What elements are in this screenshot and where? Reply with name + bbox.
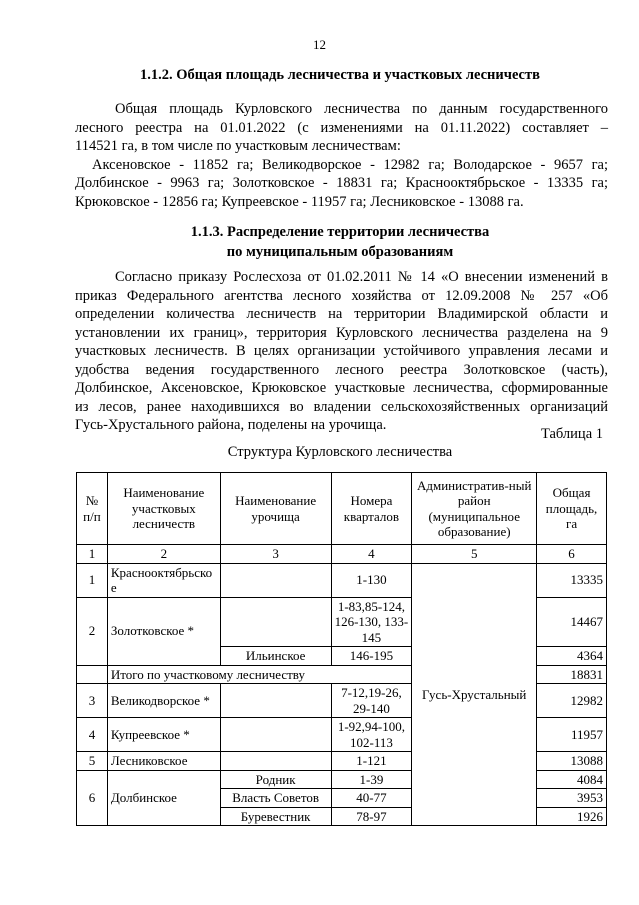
- column-number: 1: [77, 545, 108, 564]
- cell-num: 2: [77, 597, 108, 665]
- column-number: 4: [331, 545, 412, 564]
- cell-area-total: 18831: [537, 665, 607, 684]
- forestry-structure-table: [76, 472, 607, 826]
- cell-tract-empty: [220, 563, 331, 597]
- cell-quarters: 146-195: [331, 647, 412, 666]
- text-line: Долбинское - 9963 га; Золотковское - 18831 га; Краснооктябрьское - 13335 га;: [75, 175, 608, 191]
- header-area: Общая площадь, га: [537, 473, 607, 545]
- table-row: [77, 563, 607, 597]
- header-tract: Наименование урочища: [220, 473, 331, 545]
- cell-area: 4084: [537, 770, 607, 789]
- column-number: 2: [107, 545, 220, 564]
- cell-tract: Буревестник: [220, 807, 331, 826]
- cell-num: 6: [77, 770, 108, 826]
- cell-quarters: 1-121: [331, 752, 412, 771]
- cell-forestry: Золотковское *: [107, 597, 220, 665]
- cell-quarters: 1-130: [331, 563, 412, 597]
- cell-tract-empty: [220, 684, 331, 718]
- cell-quarters: 78-97: [331, 807, 412, 826]
- column-number: 3: [220, 545, 331, 564]
- cell-num-empty: [77, 665, 108, 684]
- cell-quarters: 1-39: [331, 770, 412, 789]
- table-number: Таблица 1: [540, 426, 603, 442]
- heading-line: по муниципальным образованиям: [226, 244, 454, 260]
- text-line: Гусь-Хрустального района, поделены на урочища.: [75, 417, 387, 433]
- header-forestry: Наименование участковых лесничеств: [107, 473, 220, 545]
- text-line: приказ Федерального агентства лесного хозяйства от 12.09.2008 № 257 «Об: [75, 287, 608, 304]
- cell-district: Гусь-Хрустальный: [412, 563, 537, 826]
- table-header-row: [77, 473, 607, 545]
- cell-area: 11957: [537, 718, 607, 752]
- cell-num: 5: [77, 752, 108, 771]
- text-line: установлении их границ», территория Курловского лесничества разделена на 9: [75, 324, 608, 341]
- section-heading-total-area: 1.1.2. Общая площадь лесничества и участковых лесничеств: [140, 67, 540, 83]
- cell-area: 3953: [537, 789, 607, 808]
- cell-area: 13088: [537, 752, 607, 771]
- cell-area: 12982: [537, 684, 607, 718]
- cell-area: 13335: [537, 563, 607, 597]
- text-line: лесного реестра на 01.01.2022 (с изменениями на 01.11.2022) составляет –: [75, 119, 608, 136]
- text-line: участковых лесничеств. В целях организации устойчивого управления лесами и: [75, 343, 608, 359]
- total-area-paragraph: [75, 100, 608, 211]
- cell-tract: Родник: [220, 770, 331, 789]
- page-number: 12: [313, 37, 326, 52]
- cell-area: 4364: [537, 647, 607, 666]
- text-line: 114521 га, в том числе по участковым лесничествам:: [75, 138, 401, 154]
- text-line: Аксеновское - 11852 га; Великодворское - 12982 га; Володарское - 9657 га;: [92, 156, 608, 173]
- cell-forestry: Великодворское *: [107, 684, 220, 718]
- table-caption: Структура Курловского лесничества: [227, 444, 453, 460]
- column-number: 6: [537, 545, 607, 564]
- cell-forestry: Краснооктябрьское: [107, 563, 220, 597]
- cell-quarters: 7-12,19-26, 29-140: [331, 684, 412, 718]
- cell-tract: Власть Советов: [220, 789, 331, 808]
- cell-quarters: 40-77: [331, 789, 412, 808]
- cell-quarters: 1-83,85-124, 126-130, 133-145: [331, 597, 412, 647]
- cell-tract: Ильинское: [220, 647, 331, 666]
- cell-quarters: 1-92,94-100, 102-113: [331, 718, 412, 752]
- text-line: Общая площадь Курловского лесничества по данным государственного: [115, 101, 608, 117]
- cell-tract-empty: [220, 718, 331, 752]
- section-heading-distribution: [72, 222, 608, 262]
- header-district: Административ-ный район (муниципальное образование): [412, 473, 537, 545]
- text-line: определении количества лесничеств на территории Владимирской области и: [75, 306, 608, 322]
- column-number: 5: [412, 545, 537, 564]
- cell-tract-empty: [220, 752, 331, 771]
- text-line: Крюковское - 12856 га; Купреевское - 11957 га; Лесниковское - 13088 га.: [75, 193, 524, 210]
- cell-area: 1926: [537, 807, 607, 826]
- cell-tract-empty: [220, 597, 331, 647]
- text-line: из лесов, ранее находившихся во владении сельскохозяйственных организаций: [75, 398, 608, 415]
- cell-num: 3: [77, 684, 108, 718]
- text-line: Долбинское, Аксеновское, Крюковское участковые лесничества, сформированные: [75, 380, 608, 396]
- distribution-paragraph: [75, 268, 608, 435]
- cell-area: 14467: [537, 597, 607, 647]
- heading-line: 1.1.3. Распределение территории лесничества: [190, 224, 490, 240]
- text-line: удобства ведения государственного лесного реестра Золотковское (часть),: [75, 361, 608, 378]
- cell-forestry: Долбинское: [107, 770, 220, 826]
- cell-forestry: Лесниковское: [107, 752, 220, 771]
- cell-num: 4: [77, 718, 108, 752]
- header-num: № п/п: [77, 473, 108, 545]
- header-quarters: Номера кварталов: [331, 473, 412, 545]
- cell-num: 1: [77, 563, 108, 597]
- cell-total-label: Итого по участковому лесничеству: [107, 665, 411, 684]
- column-number-row: [77, 545, 607, 564]
- text-line: Согласно приказу Рослесхоза от 01.02.2011 № 14 «О внесении изменений в: [115, 269, 608, 285]
- cell-forestry: Купреевское *: [107, 718, 220, 752]
